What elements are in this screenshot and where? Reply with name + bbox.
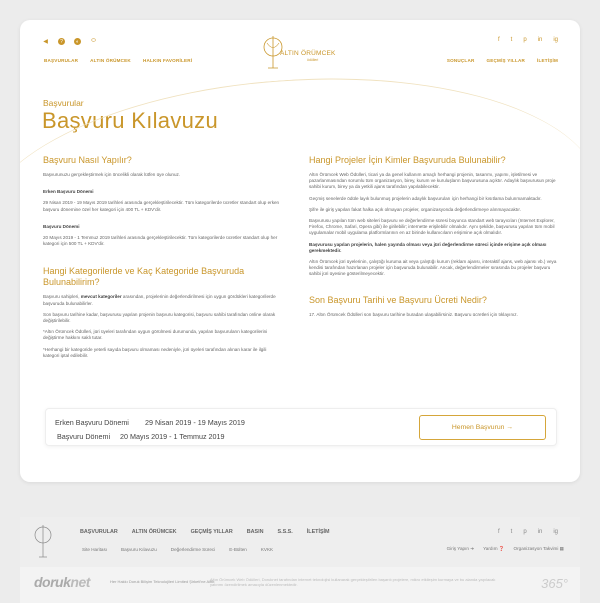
footer-link-kvkk[interactable]: KVKK	[260, 547, 274, 552]
page-title: Başvuru Kılavuzu	[42, 108, 218, 133]
section-title-how-to-apply: Başvuru Nasıl Yapılır?	[43, 155, 132, 165]
paragraph: Başvurusu yapılan tüm web siteleri başvuru ve değerlendirme süresi boyunca standart web tarayıcıları (Internet Explorer, Firefox, Chrome, Safari, Opera gibi) ile girilebilir; internette erişilebilir olmalıdır. Aynı şekilde, başvurusu yapılan tüm mobil uygulamalar mobil uygulama platformlarının en az birinde kullanıcıların erişimine açık olmalıdır.	[309, 218, 555, 236]
pinterest-icon[interactable]: p	[523, 529, 527, 535]
footer-link-guide[interactable]: Başvuru Kılavuzu	[121, 547, 157, 552]
apply-now-button[interactable]: Hemen Başvurun →	[419, 415, 546, 440]
nav-halkin-favorileri[interactable]: HALKIN FAVORİLERİ	[142, 58, 193, 63]
main-nav-right	[447, 58, 558, 63]
paragraph: Altın Örümcek Web Ödülleri, ticari ya da genel kullanım amaçlı herhangi projenin, tasarımı, yapımı, işletilmesi ve pazarlanmasından sorumlu tüm organizasyon, birey, kurum ve kuruluşların başvurusuna açıktır. Adaylık başvurusun proje sahibi kurum, birey ya da yetkili ajans tarafından yapılabilecektir.	[309, 172, 556, 190]
spider-logo-icon[interactable]	[30, 523, 56, 563]
nav-sonuclar[interactable]: SONUÇLAR	[446, 58, 475, 63]
paragraph: Geçmiş senelerde ödüle layık bulunmuş projelerin adaylık başvuruları için herhangi bir kısıtlama bulunmamaktadır.	[309, 195, 542, 201]
instagram-icon[interactable]: ig	[553, 529, 558, 535]
early-period-row	[55, 418, 245, 427]
instagram-icon[interactable]: ig	[553, 37, 558, 43]
nav-altin-orumcek[interactable]: ALTIN ÖRÜMCEK	[90, 58, 131, 63]
paragraph: Son başvuru tarihine kadar, başvurusu yapılan projenin başvuru kategorisi, başvuru sahibi tarafından online olarak değiştirilebilir.	[43, 311, 276, 324]
right-column	[309, 155, 561, 323]
pinterest-icon[interactable]: p	[523, 37, 527, 43]
paragraph[interactable]: 17. Altın Örümcek Ödülleri son başvuru tarihine buradan ulaşabilirsiniz. Başvuru ücretleri için tıklayınız.	[309, 311, 518, 317]
main-nav-left	[44, 58, 192, 63]
paragraph: Başvurunuzu gerçekleştirmek için öncelikli olarak lütfen üye olunuz.	[43, 172, 181, 177]
footer-nav-sss[interactable]: S.S.S.	[277, 529, 293, 535]
calendar-link[interactable]: Organizasyon Takvimi ▦	[513, 546, 564, 551]
doruknet-logo[interactable]: doruknet	[34, 574, 90, 590]
subheading-early-period: Erken Başvuru Dönemi	[43, 189, 94, 195]
logo-subtext: ödülleri	[307, 58, 319, 62]
footer-nav-basvurular[interactable]: BAŞVURULAR	[80, 529, 118, 535]
paragraph: *Altın Örümcek Ödülleri, jüri üyeleri tarafından uygun görülmesi durumunda, yapılan başvuruların kategorilerini değiştirme hakkını saklı tutar.	[43, 329, 268, 341]
social-links-footer	[498, 529, 558, 535]
breadcrumb[interactable]: Başvurular	[43, 98, 84, 108]
footer	[20, 517, 580, 567]
paragraph: Başvuru sahipleri, mevcut kategoriler arasından, projelerinin değerlendirilmesi için uygun gördükleri kategorilerde başvuruda bulunabilirler.	[43, 294, 276, 306]
main-period-range: 20 Mayıs 2019 - 1 Temmuz 2019	[120, 432, 225, 441]
paragraph: Şifre ile giriş yapılan fakat halka açık olmayan projeler, organizasyonda değerlendirmeye alınmayacaktır.	[309, 206, 521, 212]
toggle-icon[interactable]: ⬭	[90, 38, 97, 44]
legal-text: Altın Örümcek Web Ödülleri, Doruknet tarafından internet teknolojisi kullanarak gerçekleştirilen başarılı projelere, mikro etkileşim kurmaya ve bu alanda yapılacak yatırımı özendirilmek amacıyla düzenlenmektedir.	[210, 577, 496, 588]
nav-basvurular[interactable]: BAŞVURULAR	[44, 58, 79, 63]
paragraph-bold: Başvurusu yapılan projelerin, halen yayında olması veya jüri değerlendirme süreci içinde erişime açık olması gerekmektedir.	[309, 241, 547, 253]
365-badge[interactable]: 365°	[541, 576, 568, 591]
early-period-label: Erken Başvuru Dönemi	[55, 418, 129, 427]
footer-link-newsletter[interactable]: E-Bülten	[229, 547, 247, 552]
linkedin-icon[interactable]: in	[537, 37, 543, 43]
categories-link[interactable]: mevcut kategoriler	[80, 294, 122, 300]
left-column	[43, 155, 283, 364]
footer-nav-basin[interactable]: BASIN	[246, 529, 264, 535]
footer-utility-links	[447, 546, 564, 552]
linkedin-icon[interactable]: in	[537, 529, 543, 535]
subheading-application-period: Başvuru Dönemi	[43, 223, 80, 229]
paragraph: Altın Örümcek jüri üyelerinin, çalıştığı kuruma ait veya çalıştığı kurum (reklam ajansı, interaktif ajans, web ajansı vb.) veya kendisi tarafından hazırlanan projeler için başvuruda bulunabilir. Ancak, değerlendirmeler sırasında bu projeler başvuru sahibi jüri üyesine gösterilmeyecektir.	[309, 259, 557, 277]
paragraph: 29 Nisan 2019 - 19 Mayıs 2019 tarihleri arasında gerçekleştirilecektir. Tüm kategorilerde ücretler standart olup erken başvuru dönemine özel her kategori için 400 TL + KDV'dir.	[43, 200, 280, 212]
nav-gecmis-yillar[interactable]: GEÇMİŞ YILLAR	[486, 58, 525, 63]
section-title-categories: Hangi Kategorilerde ve Kaç Kategoride Başvuruda Bulunabilirim?	[43, 266, 245, 288]
help-link[interactable]: Yardım ❓	[483, 546, 505, 551]
footer-nav-gecmis-yillar[interactable]: GEÇMİŞ YILLAR	[190, 529, 233, 535]
bottom-bar	[20, 567, 580, 603]
help-icon[interactable]: ?	[58, 38, 65, 45]
contrast-icon[interactable]: ◐	[75, 38, 80, 45]
footer-nav	[80, 529, 330, 535]
twitter-icon[interactable]: t	[510, 529, 513, 535]
login-link[interactable]: Giriş Yapın ➜	[446, 546, 475, 551]
copyright-text: Her Hakkı Doruk Bilişim Teknolojileri Limited Şirketi'ne Aittir.	[110, 579, 216, 584]
footer-nav-altin-orumcek[interactable]: ALTIN ÖRÜMCEK	[131, 529, 177, 535]
nav-iletisim[interactable]: İLETİŞİM	[537, 58, 558, 63]
facebook-icon[interactable]: f	[497, 37, 500, 43]
paragraph: *Herhangi bir kategoride yeterli sayıda başvuru olmaması nedeniyle, jüri üyeleri tarafından alınan karar ile ilgili kategori iptal edilebilir.	[43, 346, 267, 358]
footer-nav-iletisim[interactable]: İLETİŞİM	[306, 529, 330, 535]
accessibility-icons	[42, 38, 97, 45]
main-period-row	[57, 432, 225, 441]
social-links-top	[498, 37, 558, 43]
section-title-deadline: Son Başvuru Tarihi ve Başvuru Ücreti Nedir?	[309, 294, 487, 305]
volume-icon[interactable]: ◀	[43, 39, 48, 45]
twitter-icon[interactable]: t	[510, 37, 513, 43]
section-title-who-can-apply: Hangi Projeler İçin Kimler Başvuruda Bulunabilir?	[309, 155, 506, 165]
dates-panel	[45, 408, 557, 446]
paragraph: 20 Mayıs 2019 - 1 Temmuz 2019 tarihleri arasında gerçekleştirilecektir. Tüm kategorilerde ücretler standart olup her kategori için 500 TL + KDV'dir.	[43, 235, 278, 247]
footer-subnav	[82, 547, 273, 552]
main-card	[20, 20, 580, 482]
facebook-icon[interactable]: f	[497, 529, 500, 535]
footer-link-site-map[interactable]: Site Haritası	[82, 547, 108, 552]
main-period-label: Başvuru Dönemi	[57, 432, 111, 441]
logo-text: ALTIN ÖRÜMCEK	[280, 50, 336, 57]
early-period-range: 29 Nisan 2019 - 19 Mayıs 2019	[145, 418, 245, 427]
footer-link-evaluation[interactable]: Değerlendirme Süreci	[170, 547, 216, 552]
